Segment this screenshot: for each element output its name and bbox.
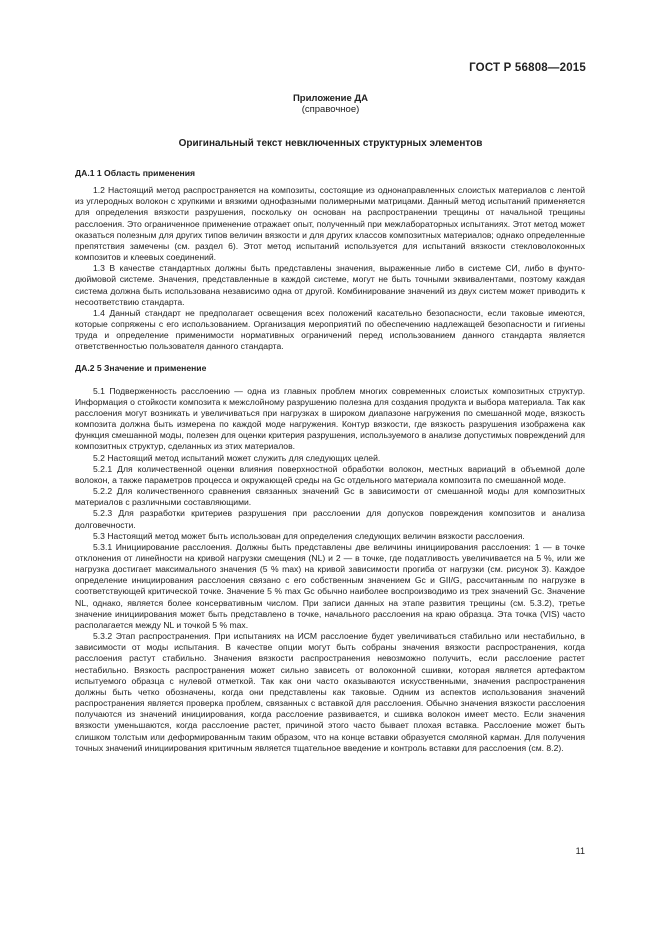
section-heading: ДА.2 5 Значение и применение (75, 362, 207, 373)
appendix-subtitle: (справочное) (301, 104, 360, 115)
paragraph: 5.2.1 Для количественной оценки влияния поверхностной обработки волокон, местных вариаций в объемной доле волокон, а также параметров процесса и окружающей среды на Gc отдельного материала композита по смешанной моде. (75, 463, 585, 485)
section-heading: ДА.1 1 Область применения (75, 168, 196, 178)
paragraph: 5.2.3 Для разработки критериев разрушения при расслоении для допусков повреждения композитов и анализа долговечности. (75, 508, 585, 530)
paragraph: 5.3.2 Этап распространения. При испытаниях на ИСМ расслоение будет увеличиваться стабильно или нестабильно, в зависимости от моды испытания. В качестве опции могут быть собраны значения вязкости распространения, когда расслоения растут стабильно. Значения вязкости распространения невозможно получить, если расслоение растет нестабильно. Вязкость распространения может сильно зависеть от волоконной сшивки, которая является артефактом испытуемого образца с нулевой отметкой. Так как они часто оказываются искусственными, значения распространения должны быть четко обозначены, когда они представлены как таковые. Одним из аспектов использования значений распространения является проверка проблем, связанных с вставкой для расслоения. Обычно значения вязкости расслоения получаются из значений инициирования, когда расслоение развивается, и сшивка волокон имеет место. Если значения вязкости уменьшаются, когда расслоение растет, причиной этого часто бывает плохая вставка. Расслоение может быть слишком толстым или деформированным таким образом, что на конце вставки образуется смоляной карман. Для получения точных значений инициирования критичным является тщательное введение и контроль вставки для расслоения (см. 8.2). (75, 631, 585, 753)
appendix-title: Приложение ДА (292, 93, 369, 104)
standard-header: ГОСТ Р 56808—2015 (469, 62, 586, 74)
paragraph: 5.3.1 Инициирование расслоения. Должны быть представлены две величины инициирования расслоения: 1 — в точке отклонения от линейности на кривой нагрузки смещения (NL) и 2 — в точке, где податливость увеличивается на 5 %, или же нагрузка достигает максимального значения (5 % max) на кривой зависимости прогиба от нагрузки (см. рисунок 3). Каждое определение инициирования расслоения связано с его собственным значением Gc и GII/G, рассчитанным по нагрузке в соответствующей критической точке. Значение 5 % max Gc обычно наиболее воспроизводимо из трех значений Gc. Значение NL, однако, является более консервативным числом. При записи данных на этапе развития трещины (см. 5.3.2), третье значение инициирования может быть представлено в точке, начального расслоения на краю образца. Эта точка (VIS) часто располагается между NL и точкой 5 % max. (75, 541, 585, 630)
paragraph: 5.2.2 Для количественного сравнения связанных значений Gc в зависимости от смешанной моды для композитных материалов с различными составляющими. (75, 486, 585, 508)
main-title: Оригинальный текст невключенных структурных элементов (178, 138, 483, 149)
paragraph: 1.4 Данный стандарт не предполагает освещения всех положений касательно безопасности, если таковые имеются, которые сопряжены с его использованием. Организация мероприятий по обеспечению надлежащей безопасности и гигиены труда и определение применимости нормативных ограничений перед использованием данного стандарта является ответственностью пользователя данного стандарта. (75, 307, 585, 352)
paragraph: 5.1 Подверженность расслоению — одна из главных проблем многих современных слоистых композитных структур. Информация о стойкости композита к межслойному разрушению полезна для создания продукта и выбора материала. Так как расслоения могут возникать и увеличиваться при нагрузках в широком диапазоне нагружения по смешанной моде, вязкость композита должна быть измерена по каждой моде нагружения. Контур вязкости, где вязкость разрушения изображена как функция смешанной моды, полезен для оценки критерия разрушения, используемого в анализе допустимых повреждений для композитных структур, сделанных из этих материалов. (75, 385, 585, 452)
paragraph: 1.2 Настоящий метод распространяется на композиты, состоящие из однонаправленных слоистых материалов с лентой из углеродных волокон с хрупкими и вязкими однофазными полимерными матрицами. Данный метод испытаний применяется для определения вязкости разрушения, поскольку он основан на распространении трещины от начальной трещины расслоения. Это ограниченное применение отражает опыт, полученный при межлабораторных испытаниях. Этот метод может оказаться полезным для других типов величин вязкости и для других классов композитных материалов; однако определенные препятствия замечены (см. раздел 6). Этот метод испытаний используется для испытаний вязкости стекловолоконных композитов и клеевых соединений. (75, 185, 585, 263)
page-number: 11 (575, 846, 585, 856)
paragraph: 1.3 В качестве стандартных должны быть представлены значения, выраженные либо в системе СИ, либо в фунто-дюймовой системе. Значения, представленные в каждой системе, могут не быть точными эквивалентами, поэтому каждая система должна быть использована независимо одна от другой. Комбинирование значений из двух систем может приводить к несоответствию стандарта. (75, 263, 585, 307)
paragraph: 5.2 Настоящий метод испытаний может служить для следующих целей. (93, 452, 381, 463)
appendix-heading (0, 93, 661, 115)
paragraph: 5.3 Настоящий метод может быть использован для определения следующих величин вязкости расслоения. (93, 530, 525, 541)
document-body (75, 168, 585, 754)
